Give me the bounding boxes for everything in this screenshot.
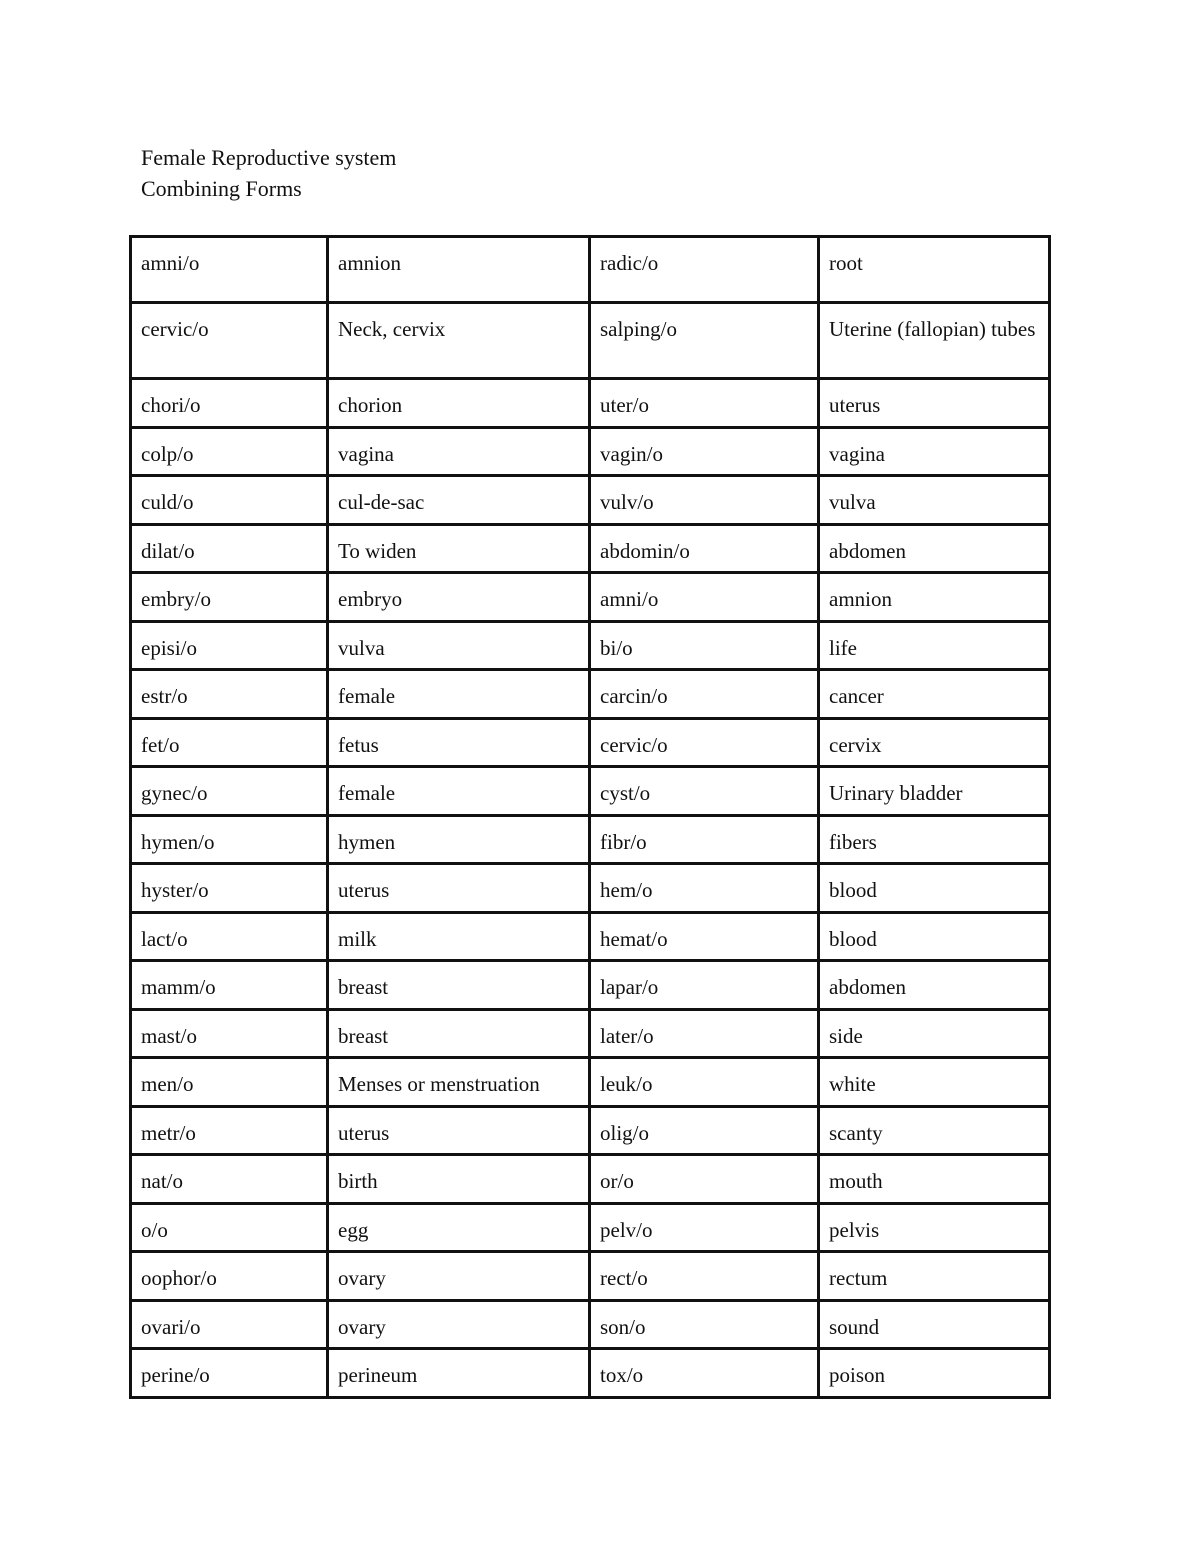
meaning-cell: life <box>819 621 1050 670</box>
meaning-cell: rectum <box>819 1252 1050 1301</box>
table-row <box>131 1155 1050 1204</box>
table-row <box>131 1349 1050 1398</box>
combining-form-cell: olig/o <box>590 1106 819 1155</box>
table-row <box>131 718 1050 767</box>
meaning-cell: Uterine (fallopian) tubes <box>819 303 1050 379</box>
combining-form-cell: cervic/o <box>590 718 819 767</box>
combining-form-cell: pelv/o <box>590 1203 819 1252</box>
meaning-cell: hymen <box>328 815 590 864</box>
combining-form-cell: hyster/o <box>131 864 328 913</box>
combining-form-cell: mamm/o <box>131 961 328 1010</box>
combining-form-cell: cervic/o <box>131 303 328 379</box>
combining-form-cell: mast/o <box>131 1009 328 1058</box>
table-row <box>131 1252 1050 1301</box>
meaning-cell: blood <box>819 864 1050 913</box>
combining-form-cell: metr/o <box>131 1106 328 1155</box>
combining-form-cell: hem/o <box>590 864 819 913</box>
meaning-cell: egg <box>328 1203 590 1252</box>
meaning-cell: ovary <box>328 1252 590 1301</box>
combining-form-cell: oophor/o <box>131 1252 328 1301</box>
meaning-cell: uterus <box>328 1106 590 1155</box>
meaning-cell: female <box>328 767 590 816</box>
combining-form-cell: men/o <box>131 1058 328 1107</box>
table-row <box>131 815 1050 864</box>
table-row <box>131 524 1050 573</box>
combining-forms-table <box>129 235 1051 1399</box>
combining-form-cell: carcin/o <box>590 670 819 719</box>
meaning-cell: vagina <box>328 427 590 476</box>
table-row <box>131 961 1050 1010</box>
meaning-cell: Menses or menstruation <box>328 1058 590 1107</box>
meaning-cell: amnion <box>819 573 1050 622</box>
table-row <box>131 621 1050 670</box>
meaning-cell: To widen <box>328 524 590 573</box>
meaning-cell: sound <box>819 1300 1050 1349</box>
combining-form-cell: bi/o <box>590 621 819 670</box>
combining-form-cell: estr/o <box>131 670 328 719</box>
document-subtitle: Combining Forms <box>141 176 302 201</box>
document-title: Female Reproductive system <box>141 145 397 170</box>
meaning-cell: cervix <box>819 718 1050 767</box>
meaning-cell: perineum <box>328 1349 590 1398</box>
combining-form-cell: tox/o <box>590 1349 819 1398</box>
combining-form-cell: colp/o <box>131 427 328 476</box>
combining-form-cell: fibr/o <box>590 815 819 864</box>
meaning-cell: cancer <box>819 670 1050 719</box>
combining-form-cell: amni/o <box>590 573 819 622</box>
table-row <box>131 303 1050 379</box>
combining-form-cell: ovari/o <box>131 1300 328 1349</box>
meaning-cell: side <box>819 1009 1050 1058</box>
table-row <box>131 1203 1050 1252</box>
meaning-cell: uterus <box>328 864 590 913</box>
meaning-cell: amnion <box>328 237 590 303</box>
combining-form-cell: abdomin/o <box>590 524 819 573</box>
combining-forms-table-body <box>131 237 1050 1398</box>
table-row <box>131 379 1050 428</box>
meaning-cell: birth <box>328 1155 590 1204</box>
table-row <box>131 237 1050 303</box>
combining-form-cell: vagin/o <box>590 427 819 476</box>
combining-form-cell: cyst/o <box>590 767 819 816</box>
combining-form-cell: later/o <box>590 1009 819 1058</box>
combining-form-cell: fet/o <box>131 718 328 767</box>
table-row <box>131 476 1050 525</box>
combining-form-cell: gynec/o <box>131 767 328 816</box>
meaning-cell: root <box>819 237 1050 303</box>
combining-form-cell: lapar/o <box>590 961 819 1010</box>
meaning-cell: vagina <box>819 427 1050 476</box>
combining-form-cell: embry/o <box>131 573 328 622</box>
meaning-cell: embryo <box>328 573 590 622</box>
meaning-cell: fibers <box>819 815 1050 864</box>
table-row <box>131 1106 1050 1155</box>
combining-form-cell: hymen/o <box>131 815 328 864</box>
meaning-cell: Urinary bladder <box>819 767 1050 816</box>
meaning-cell: fetus <box>328 718 590 767</box>
table-row <box>131 1300 1050 1349</box>
meaning-cell: poison <box>819 1349 1050 1398</box>
meaning-cell: vulva <box>819 476 1050 525</box>
combining-form-cell: perine/o <box>131 1349 328 1398</box>
meaning-cell: milk <box>328 912 590 961</box>
table-row <box>131 864 1050 913</box>
combining-form-cell: radic/o <box>590 237 819 303</box>
combining-form-cell: uter/o <box>590 379 819 428</box>
meaning-cell: vulva <box>328 621 590 670</box>
combining-form-cell: chori/o <box>131 379 328 428</box>
table-row <box>131 573 1050 622</box>
meaning-cell: white <box>819 1058 1050 1107</box>
table-row <box>131 1058 1050 1107</box>
combining-form-cell: son/o <box>590 1300 819 1349</box>
meaning-cell: breast <box>328 961 590 1010</box>
combining-form-cell: leuk/o <box>590 1058 819 1107</box>
meaning-cell: Neck, cervix <box>328 303 590 379</box>
combining-form-cell: nat/o <box>131 1155 328 1204</box>
combining-form-cell: or/o <box>590 1155 819 1204</box>
table-row <box>131 427 1050 476</box>
combining-form-cell: episi/o <box>131 621 328 670</box>
document-heading <box>141 142 396 204</box>
combining-form-cell: vulv/o <box>590 476 819 525</box>
meaning-cell: scanty <box>819 1106 1050 1155</box>
combining-form-cell: salping/o <box>590 303 819 379</box>
combining-form-cell: rect/o <box>590 1252 819 1301</box>
table-row <box>131 1009 1050 1058</box>
meaning-cell: breast <box>328 1009 590 1058</box>
meaning-cell: blood <box>819 912 1050 961</box>
meaning-cell: abdomen <box>819 524 1050 573</box>
combining-form-cell: o/o <box>131 1203 328 1252</box>
combining-form-cell: culd/o <box>131 476 328 525</box>
meaning-cell: chorion <box>328 379 590 428</box>
combining-form-cell: hemat/o <box>590 912 819 961</box>
meaning-cell: female <box>328 670 590 719</box>
meaning-cell: mouth <box>819 1155 1050 1204</box>
meaning-cell: uterus <box>819 379 1050 428</box>
combining-form-cell: amni/o <box>131 237 328 303</box>
table-row <box>131 767 1050 816</box>
combining-form-cell: lact/o <box>131 912 328 961</box>
meaning-cell: ovary <box>328 1300 590 1349</box>
table-row <box>131 912 1050 961</box>
meaning-cell: pelvis <box>819 1203 1050 1252</box>
table-row <box>131 670 1050 719</box>
meaning-cell: cul-de-sac <box>328 476 590 525</box>
combining-form-cell: dilat/o <box>131 524 328 573</box>
meaning-cell: abdomen <box>819 961 1050 1010</box>
